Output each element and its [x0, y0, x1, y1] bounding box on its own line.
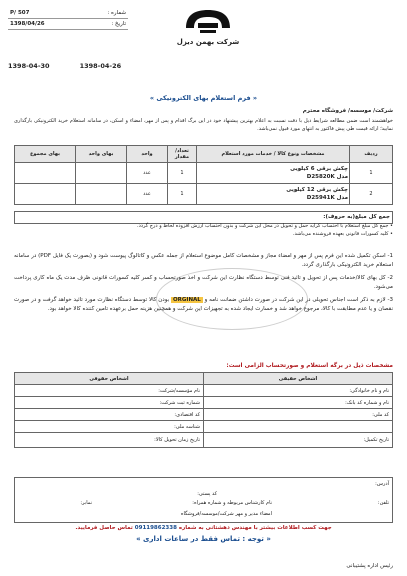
row-index: 1 — [350, 163, 393, 184]
faded-stamp — [156, 268, 308, 330]
parties-title: مشخصات ذیل در برگه استعلام و صورتحساب الزامی است: — [226, 363, 393, 369]
contact-prefix: جهت کسب اطلاعات بیشتر با مهندس دهشتانی به شماره — [178, 525, 332, 531]
row-description-line2: مدل D25820K — [306, 174, 348, 180]
company-name: شرکت بهمن دیزل — [176, 38, 240, 46]
company-logo — [168, 6, 248, 46]
legal-field-cell[interactable]: کد اقتصادی: — [15, 409, 204, 421]
legal-field-cell[interactable]: شماره ثبت شرکت: — [15, 397, 204, 409]
signature-block[interactable] — [14, 477, 393, 523]
stamp-label: امضاء مدیر و مهر شرکت/موسسه/فروشگاه — [180, 511, 272, 517]
deadline-dates — [8, 62, 121, 70]
meta-number-value: P/ 507 — [10, 10, 30, 16]
total-in-words-label: جمع کل مبلغ(به حروف): — [323, 214, 390, 220]
header-description: مشخصات ونوع کالا / خدمات مورد استعلام — [197, 146, 350, 163]
clause-3-part-b: بودن کالا توسط دستگاه نظارت مورد تائید خواهد گرفت و در صورت نقصان و یا عدم مطابقت با کالا، مرجوع خواهد شد و خسارت ایجاد شده به تجهیزات این شرکت و همچنین هزینه حمل برعهده تامین کننده کالا خواهد بود. — [14, 297, 393, 312]
clause-3-part-a: 3- لازم به ذکر است اجناس تحویلی در این شرکت در صورت داشتن ضمانت نامه و — [204, 297, 393, 303]
staff-label: نام کارشناس مربوطه و شماره همراه: — [192, 500, 272, 506]
note-item: • جمع کل مبلغ استعلام با احتساب کرایه حمل و تحویل در محل این شرکت و بدون احتساب ارزش افزوده لحاظ و درج گردد. — [136, 223, 393, 229]
legal-field-cell[interactable]: شناسه ملی: — [15, 421, 204, 433]
row-unit-price-cell[interactable] — [76, 163, 127, 184]
row-index: 2 — [350, 184, 393, 205]
meta-number-row — [8, 8, 128, 19]
intro-paragraph: خواهشمند است ضمن مطالعه شرایط ذیل با دقت نسبت به اعلام بهترین پیشنهاد خود در این برگ اقدام و پس از مهر، امضاء و اسکن، در سامانه استعلام خرید الکترونیکی بارگذاری نمایید؛ ارائه قیمت طی پیش فاکتور به انتهای مورد قبول نمی‌باشد. — [14, 118, 393, 132]
items-table — [14, 145, 393, 205]
header-index: ردیف — [350, 146, 393, 163]
note-item: • کلیه کسورات قانونی بعهده فروشنده می‌باشد. — [292, 231, 393, 237]
row-description-line1: چکش برقی 12 کیلویی — [286, 187, 348, 193]
form-title: « فرم استعلام بهای الکترونیکی » — [149, 94, 258, 102]
row-description-line2: مدل D25941K — [306, 195, 348, 201]
row-total-price-cell[interactable] — [15, 163, 76, 184]
document-meta — [8, 8, 128, 30]
meta-date-row — [8, 19, 128, 30]
parties-header — [15, 373, 393, 385]
header-total-price: بهای مجموع — [15, 146, 76, 163]
row-unit: عدد — [127, 163, 168, 184]
table-row — [15, 385, 393, 397]
row-qty: 1 — [168, 184, 197, 205]
row-description — [197, 184, 350, 205]
parties-table — [14, 372, 393, 448]
date-1: 1398-04-30 — [8, 62, 50, 70]
bahman-logo-icon — [182, 6, 234, 36]
real-field-cell[interactable] — [204, 421, 393, 433]
header-real-persons: اشخاص حقیقی — [204, 373, 393, 385]
note-text: کلیه کسورات قانونی بعهده فروشنده می‌باشد. — [292, 231, 389, 237]
row-description-line1: چکش برقی 6 کیلویی — [290, 166, 348, 172]
real-field-cell[interactable]: تاریخ تکمیل: — [204, 433, 393, 448]
table-row — [15, 421, 393, 433]
attention-note: « توجه : تماس فقط در ساعات اداری » — [136, 535, 271, 543]
phone-label: تلفن: — [377, 500, 389, 506]
header-unit: واحد — [127, 146, 168, 163]
table-row — [15, 184, 393, 205]
real-field-cell[interactable]: نام و نام خانوادگی: — [204, 385, 393, 397]
header-unit-price: بهای واحد — [76, 146, 127, 163]
original-highlight: ORGINAL — [172, 297, 201, 303]
row-total-price-cell[interactable] — [15, 184, 76, 205]
contact-line — [0, 525, 407, 531]
legal-field-cell[interactable]: تاریخ زمان تحویل کالا: — [15, 433, 204, 448]
row-qty: 1 — [168, 163, 197, 184]
fax-label: نمابر: — [80, 500, 92, 506]
real-field-cell[interactable]: کد ملی: — [204, 409, 393, 421]
row-unit-price-cell[interactable] — [76, 184, 127, 205]
note-text: جمع کل مبلغ استعلام با احتساب کرایه حمل و تحویل در محل این شرکت و بدون احتساب ارزش افزوده لحاظ و درج گردد. — [136, 223, 389, 229]
legal-field-cell[interactable]: نام مؤسسه/شرکت: — [15, 385, 204, 397]
row-unit: عدد — [127, 184, 168, 205]
postal-code-label: کد پستی: — [197, 491, 217, 497]
header-legal-persons: اشخاص حقوقی — [15, 373, 204, 385]
meta-number-label: شماره : — [107, 10, 126, 16]
address-label: آدرس: — [375, 481, 389, 487]
real-field-cell[interactable]: نام و شماره کد بانک: — [204, 397, 393, 409]
meta-date-label: تاریخ : — [111, 21, 126, 27]
contact-suffix: تماس حاصل فرمایید. — [75, 525, 133, 531]
date-2: 1398-04-26 — [79, 62, 122, 70]
header-qty: تعداد/ مقدار — [168, 146, 197, 163]
table-row — [15, 163, 393, 184]
addressee-line: شرکت/ موسسه/ فروشگاه محترم — [302, 108, 393, 114]
notes — [14, 222, 393, 238]
table-row — [15, 397, 393, 409]
clause-1: 1- اسکن تکمیل شده این فرم پس از مهر و امضاء مجاز و مشخصات کامل موضوع استعلام از جمله عکس و کاتالوگ پیوست شود و (بصورت یک فایل PDF) در سامانه استعلام خرید الکترونیکی بارگذاری گردد. — [14, 253, 393, 268]
row-description — [197, 163, 350, 184]
footer-signatory: رئیس اداره پشتیبانی — [346, 563, 393, 569]
contact-phone: 09119862338 — [134, 525, 177, 531]
table-row — [15, 433, 393, 448]
meta-date-value: 1398/04/26 — [10, 21, 45, 27]
items-table-header — [15, 146, 393, 163]
clause-2: 2- کل بهای کالا/خدمات پس از تحویل و تائید فنی توسط دستگاه نظارت این شرکت و اخذ صورتحساب و کسر کلیه کسورات قانونی ظرف مدت یک ماه کاری پرداخت می‌شود. — [14, 275, 393, 290]
table-row — [15, 409, 393, 421]
